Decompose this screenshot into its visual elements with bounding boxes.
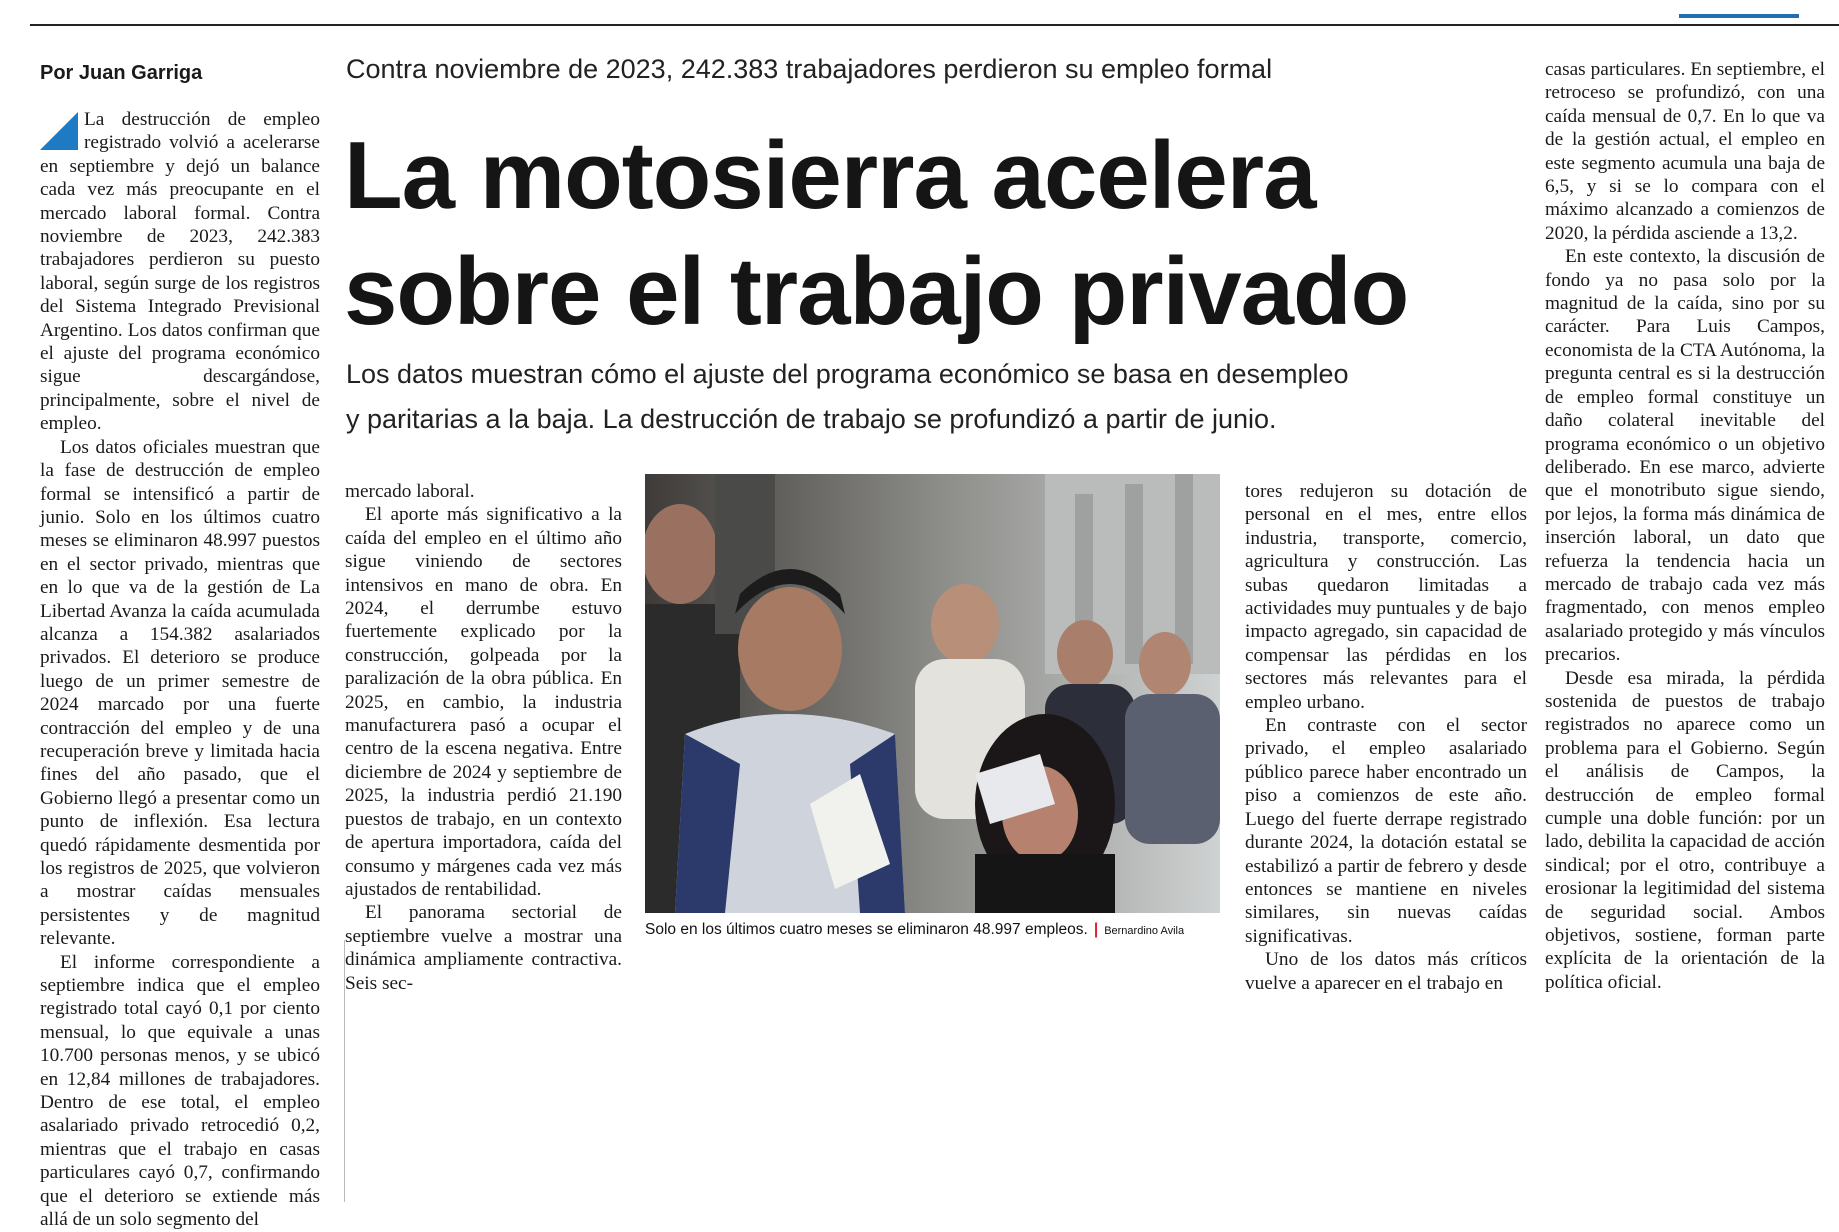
deck [346, 352, 1426, 442]
paragraph: Los datos oficiales muestran que la fase de destrucción de empleo formal se intensificó a partir de junio. Solo en los últimos cuatro meses se eliminaron 48.997 puestos en el sector privado, mientras que en lo que va de la gestión de La Libertad Avanza la caída acumulada alcanza a 154.382 asalariados privados. El deterioro se produce luego de un primer semestre de 2024 marcado por una fuerte contracción del empleo y de una recuperación breve y limitada hacia fines del año pasado, que el Gobierno llegó a presentar como un punto de inflexión. Esa lectura quedó rápidamente desmentida por los registros de 2025, que volvieron a mostrar caídas mensuales persistentes y de magnitud relevante. [40, 436, 320, 950]
caption-text: Solo en los últimos cuatro meses se eliminaron 48.997 empleos. [645, 921, 1088, 938]
kicker: Contra noviembre de 2023, 242.383 trabajadores perdieron su empleo formal [346, 54, 1273, 84]
article-column-4 [1545, 58, 1825, 994]
drop-mark-icon [40, 112, 78, 150]
paragraph: En contraste con el sector privado, el empleo asalariado público parece haber encontrado un piso a comienzos de este año. Luego del fuerte derrape registrado durante 2024, la dotación estatal se estabilizó a partir de febrero y desde entonces se mantiene en niveles similares, sin nuevas caídas significativas. [1245, 715, 1527, 947]
paragraph: La destrucción de empleo registrado volvió a acelerarse en septiembre y dejó un balance cada vez más preocupante en el mercado laboral formal. Contra noviembre de 2023, 242.383 trabajadores perdieron su puesto laboral, según surge de los registros del Sistema Integrado Previsional Argentino. Los datos confirman que el ajuste del programa económico sigue descargándose, principalmente, sobre el nivel de empleo. [40, 109, 320, 435]
paragraph: El aporte más significativo a la caída del empleo en el último año sigue viniendo de sectores intensivos en mano de obra. En 2024, el derrumbe estuvo fuertemente explicado por la construcción, golpeada por la paralización de la obra pública. En 2025, en cambio, la industria manufacturera pasó a ocupar el centro de la escena negativa. Entre diciembre de 2024 y septiembre de 2025, la industria perdió 21.190 puestos de trabajo, en un contexto de apertura importadora, caída del consumo y márgenes cada vez más ajustados de rentabilidad. [345, 504, 622, 900]
photo-caption [645, 921, 1225, 939]
photo-credit: Bernardino Avila [1104, 925, 1185, 937]
paragraph: casas particulares. En septiembre, el retroceso se profundizó, con una caída mensual de 0,7. En lo que va de la gestión actual, el empleo en este segmento acumula una baja de 6,5, y si se lo compara con el máximo alcanzado a comienzos de 2020, la pérdida asciende a 13,2. [1545, 59, 1825, 244]
headline-line-1: La motosierra acelera [344, 122, 1316, 229]
article-column-1 [40, 108, 320, 1232]
section-tab [1679, 0, 1799, 18]
deck-line-2: y paritarias a la baja. La destrucción de trabajo se profundizó a partir de junio. [346, 404, 1277, 434]
caption-separator: | [1093, 921, 1099, 938]
crowd-photo-illustration [645, 474, 1220, 913]
paragraph: El panorama sectorial de septiembre vuelve a mostrar una dinámica ampliamente contractiva. Seis sec- [345, 902, 622, 994]
article-column-3 [1245, 480, 1527, 995]
article-column-2 [345, 480, 622, 995]
paragraph: Uno de los datos más críticos vuelve a aparecer en el trabajo en [1245, 949, 1527, 994]
paragraph: El informe correspondiente a septiembre indica que el empleo registrado total cayó 0,1 por ciento mensual, lo que equivale a unas 10.700 personas menos, y se ubicó en 12,84 millones de trabajadores. Dentro de ese total, el empleo asalariado privado retrocedió 0,2, mientras que el trabajo en casas particulares cayó 0,7, confirmando que el deterioro se extiende más allá de un solo segmento del [40, 951, 320, 1231]
headline [344, 118, 1464, 350]
news-photo [645, 474, 1220, 913]
top-rule [30, 24, 1839, 26]
paragraph: Desde esa mirada, la pérdida sostenida de puestos de trabajo registrados no aparece como un problema para el Gobierno. Según el análisis de Campos, la destrucción de empleo formal cumple una doble función: por un lado, debilita la capacidad de acción sindical; por el otro, contribuye a erosionar la legitimidad del sistema de seguridad social. Ambos objetivos, sostiene, forman parte explícita de la orientación de la política oficial. [1545, 667, 1825, 993]
deck-line-1: Los datos muestran cómo el ajuste del programa económico se basa en desempleo [346, 359, 1349, 389]
paragraph: En este contexto, la discusión de fondo ya no pasa solo por la magnitud de la caída, sino por su carácter. Para Luis Campos, economista de la CTA Autónoma, la pregunta central es si la destrucción de empleo formal constituye un daño colateral inevitable del programa económico o un objetivo deliberado. En ese marco, advierte que el monotributo sigue siendo, por lejos, la forma más dinámica de inserción laboral, un dato que refuerza la tendencia hacia un mercado de trabajo cada vez más fragmentado, con menos empleo asalariado protegido y más vínculos precarios. [1545, 246, 1825, 666]
paragraph: tores redujeron su dotación de personal en el mes, entre ellos industria, transporte, comercio, agricultura y construcción. Las subas quedaron limitadas a actividades muy puntuales y de bajo impacto agregado, sin capacidad de compensar las pérdidas en los sectores más relevantes para el empleo urbano. [1245, 481, 1527, 713]
paragraph: mercado laboral. [345, 481, 475, 502]
byline: Por Juan Garriga [40, 62, 203, 84]
headline-line-2: sobre el trabajo privado [344, 238, 1409, 345]
